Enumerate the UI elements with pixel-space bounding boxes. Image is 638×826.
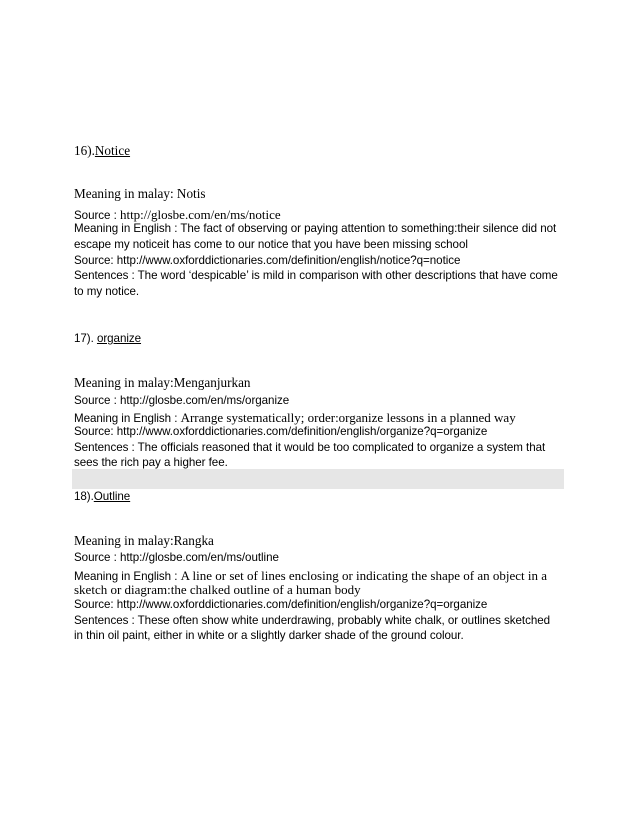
sentences-line-1: Sentences : The officials reasoned that it would be too complicated to organize a system that [74, 441, 546, 454]
entry-word: organize [96, 332, 142, 345]
entry-heading-organize [74, 332, 141, 345]
oxford-source: Source: http://www.oxforddictionaries.com/definition/english/organize?q=organize [74, 425, 488, 438]
sentences-line-2: to my notice. [74, 285, 140, 298]
oxford-source: Source: http://www.oxforddictionaries.com/definition/english/organize?q=organize [74, 598, 488, 611]
entry-number: 18). [74, 490, 94, 503]
english-meaning-value: Arrange systematically; order:organize lessons in a planned way [180, 410, 516, 425]
sentences-line-1: Sentences : These often show white underdrawing, probably white chalk, or outlines sketched [74, 614, 551, 627]
entry-number: 16). [74, 143, 95, 158]
english-meaning-label: Meaning in English : [74, 412, 181, 425]
entry-heading-outline [74, 490, 130, 503]
english-meaning-label: Meaning in English : [74, 570, 181, 583]
english-meaning-line-1: Meaning in English : The fact of observing or paying attention to something:their silence did not [74, 222, 557, 235]
malay-meaning-value: Notis [176, 186, 206, 201]
english-meaning-line-2: escape my noticeit has come to our notice that you have been missing school [74, 238, 468, 251]
source-label: Source : [74, 209, 120, 222]
sentences-line-2: sees the rich pay a higher fee. [74, 456, 228, 469]
glosbe-source: Source : http://glosbe.com/en/ms/outline [74, 551, 279, 564]
english-meaning-value: A line or set of lines enclosing or indicating the shape of an object in a [180, 568, 548, 583]
entry-heading-notice [74, 143, 130, 159]
entry-word: Notice [94, 143, 131, 158]
entry-number: 17). [74, 332, 97, 345]
sentences-line-1: Sentences : The word ‘despicable’ is mild in comparison with other descriptions that have come [74, 269, 558, 282]
glosbe-source: Source : http://glosbe.com/en/ms/organize [74, 394, 290, 407]
malay-meaning: Meaning in malay:Menganjurkan [74, 375, 251, 390]
malay-meaning: Meaning in malay:Rangka [74, 533, 214, 548]
oxford-source: Source: http://www.oxforddictionaries.com/definition/english/notice?q=notice [74, 254, 461, 267]
malay-meaning-label: Meaning in malay: [74, 186, 177, 201]
shaded-band [72, 469, 564, 489]
entry-word: Outline [93, 490, 131, 503]
malay-meaning [74, 186, 206, 202]
source-url: http://glosbe.com/en/ms/notice [119, 207, 281, 222]
english-meaning-line-2: sketch or diagram:the chalked outline of a human body [74, 582, 361, 597]
sentences-line-2: in thin oil paint, either in white or a slightly darker shade of the ground colour. [74, 629, 464, 642]
